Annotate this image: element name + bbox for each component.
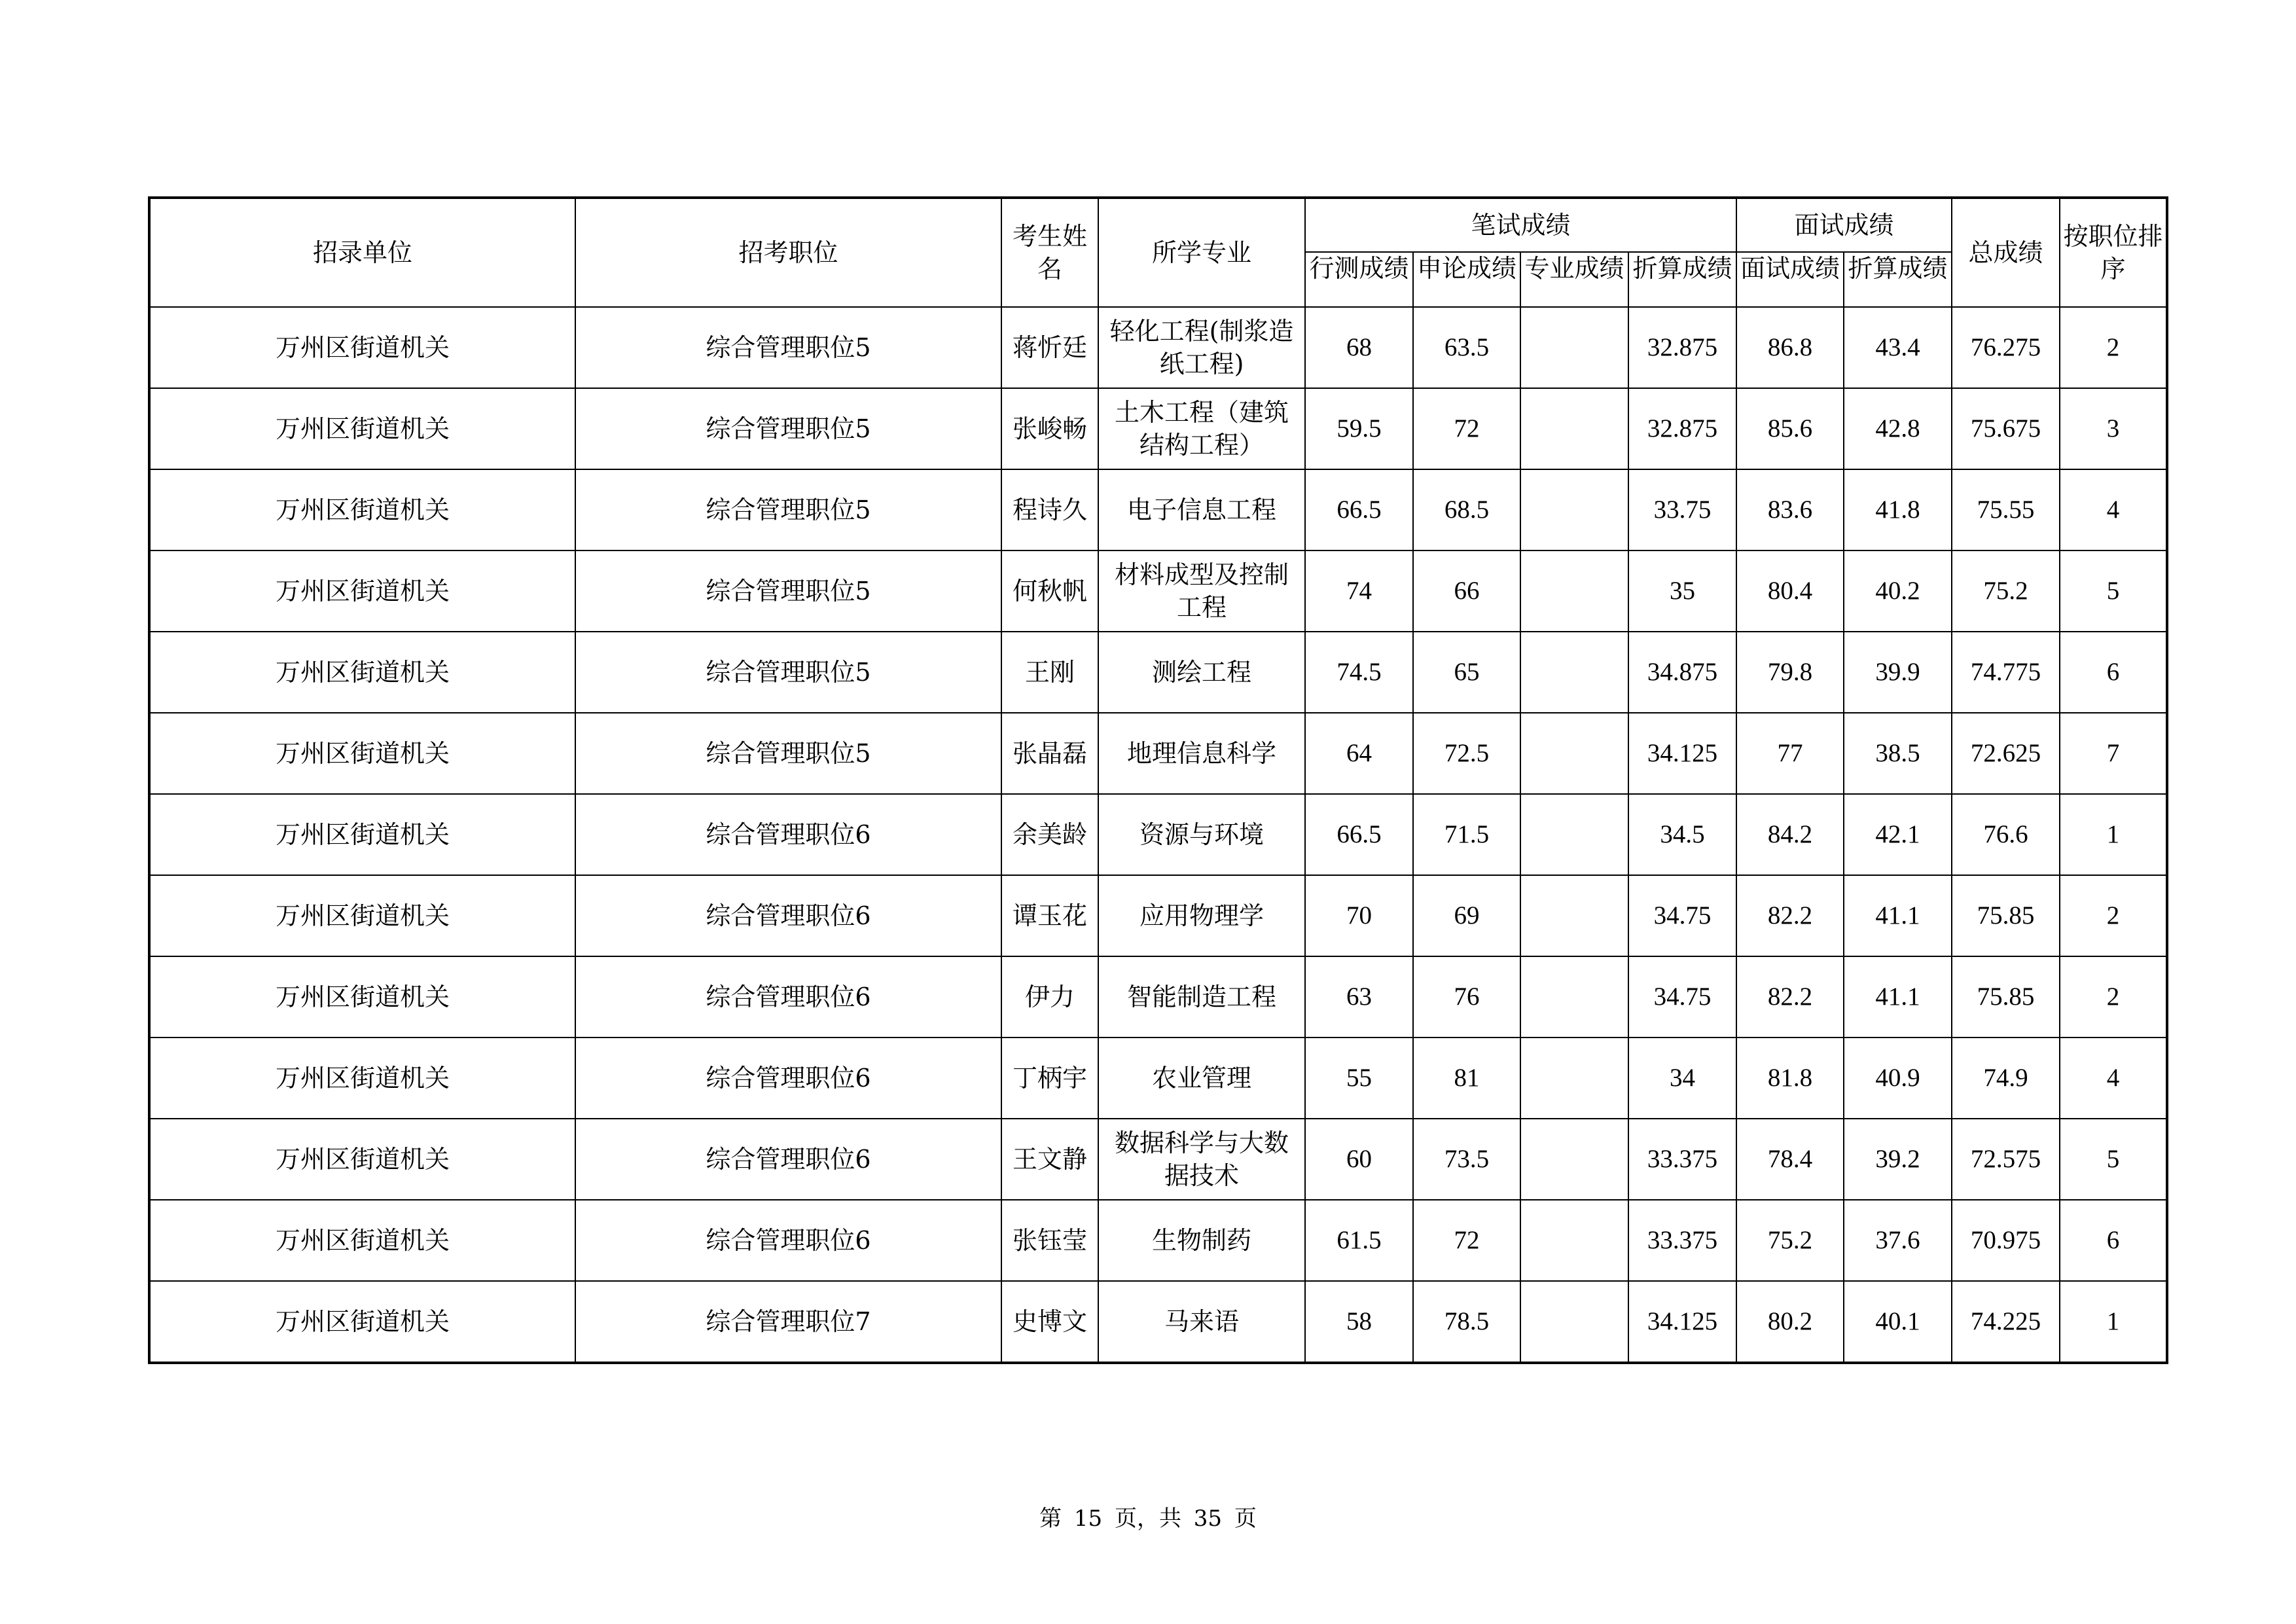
cell-rank: 1 <box>2060 794 2167 875</box>
cell-major: 马来语 <box>1098 1281 1305 1363</box>
cell-total: 74.9 <box>1952 1038 2060 1119</box>
cell-written-converted: 32.875 <box>1628 388 1736 469</box>
cell-aptitude: 58 <box>1305 1281 1413 1363</box>
cell-essay: 81 <box>1413 1038 1520 1119</box>
cell-professional <box>1520 1038 1628 1119</box>
cell-rank: 7 <box>2060 713 2167 794</box>
cell-professional <box>1520 307 1628 388</box>
cell-written-converted: 34.75 <box>1628 875 1736 956</box>
cell-unit: 万州区街道机关 <box>149 875 575 956</box>
cell-unit: 万州区街道机关 <box>149 956 575 1038</box>
cell-total: 76.275 <box>1952 307 2060 388</box>
cell-written-converted: 34.125 <box>1628 1281 1736 1363</box>
table-header <box>149 198 2167 307</box>
table-row <box>149 875 2167 956</box>
cell-essay: 71.5 <box>1413 794 1520 875</box>
header-major: 所学专业 <box>1098 198 1305 307</box>
cell-position: 综合管理职位6 <box>575 956 1001 1038</box>
cell-professional <box>1520 1200 1628 1281</box>
cell-position: 综合管理职位5 <box>575 307 1001 388</box>
cell-rank: 2 <box>2060 875 2167 956</box>
cell-unit: 万州区街道机关 <box>149 1038 575 1119</box>
cell-major: 电子信息工程 <box>1098 469 1305 550</box>
cell-name: 何秋帆 <box>1001 550 1098 632</box>
cell-unit: 万州区街道机关 <box>149 713 575 794</box>
cell-name: 程诗久 <box>1001 469 1098 550</box>
cell-total: 72.625 <box>1952 713 2060 794</box>
cell-interview-converted: 41.8 <box>1844 469 1952 550</box>
cell-aptitude: 74 <box>1305 550 1413 632</box>
cell-name: 张峻畅 <box>1001 388 1098 469</box>
cell-professional <box>1520 713 1628 794</box>
cell-position: 综合管理职位6 <box>575 875 1001 956</box>
cell-professional <box>1520 1119 1628 1200</box>
cell-aptitude: 64 <box>1305 713 1413 794</box>
cell-interview-converted: 43.4 <box>1844 307 1952 388</box>
header-rank: 按职位排序 <box>2060 198 2167 307</box>
cell-written-converted: 32.875 <box>1628 307 1736 388</box>
header-written-group: 笔试成绩 <box>1305 198 1736 252</box>
cell-aptitude: 63 <box>1305 956 1413 1038</box>
cell-aptitude: 60 <box>1305 1119 1413 1200</box>
cell-aptitude: 55 <box>1305 1038 1413 1119</box>
cell-total: 76.6 <box>1952 794 2060 875</box>
cell-interview: 78.4 <box>1736 1119 1844 1200</box>
header-interview: 面试成绩 <box>1736 252 1844 307</box>
table-row <box>149 1119 2167 1200</box>
header-name: 考生姓名 <box>1001 198 1098 307</box>
cell-name: 谭玉花 <box>1001 875 1098 956</box>
cell-essay: 73.5 <box>1413 1119 1520 1200</box>
table-row <box>149 1281 2167 1363</box>
header-essay: 申论成绩 <box>1413 252 1520 307</box>
cell-rank: 5 <box>2060 550 2167 632</box>
cell-rank: 4 <box>2060 1038 2167 1119</box>
cell-position: 综合管理职位6 <box>575 794 1001 875</box>
cell-written-converted: 34.125 <box>1628 713 1736 794</box>
cell-interview: 77 <box>1736 713 1844 794</box>
cell-aptitude: 66.5 <box>1305 469 1413 550</box>
cell-total: 74.775 <box>1952 632 2060 713</box>
cell-position: 综合管理职位6 <box>575 1119 1001 1200</box>
cell-interview: 75.2 <box>1736 1200 1844 1281</box>
cell-written-converted: 33.75 <box>1628 469 1736 550</box>
table-row <box>149 307 2167 388</box>
cell-interview-converted: 40.1 <box>1844 1281 1952 1363</box>
cell-position: 综合管理职位5 <box>575 550 1001 632</box>
cell-position: 综合管理职位6 <box>575 1200 1001 1281</box>
cell-total: 74.225 <box>1952 1281 2060 1363</box>
cell-interview: 82.2 <box>1736 956 1844 1038</box>
cell-aptitude: 61.5 <box>1305 1200 1413 1281</box>
table-row <box>149 794 2167 875</box>
cell-interview-converted: 42.1 <box>1844 794 1952 875</box>
table-row <box>149 1038 2167 1119</box>
cell-position: 综合管理职位7 <box>575 1281 1001 1363</box>
cell-essay: 68.5 <box>1413 469 1520 550</box>
cell-total: 75.675 <box>1952 388 2060 469</box>
cell-interview: 82.2 <box>1736 875 1844 956</box>
table-body <box>149 307 2167 1363</box>
cell-essay: 76 <box>1413 956 1520 1038</box>
cell-unit: 万州区街道机关 <box>149 632 575 713</box>
cell-unit: 万州区街道机关 <box>149 550 575 632</box>
cell-professional <box>1520 875 1628 956</box>
cell-name: 余美龄 <box>1001 794 1098 875</box>
page-footer: 第 15 页，共 35 页 <box>1039 1506 1257 1532</box>
cell-unit: 万州区街道机关 <box>149 388 575 469</box>
cell-unit: 万州区街道机关 <box>149 307 575 388</box>
cell-written-converted: 34 <box>1628 1038 1736 1119</box>
table-row <box>149 956 2167 1038</box>
header-unit: 招录单位 <box>149 198 575 307</box>
cell-interview: 83.6 <box>1736 469 1844 550</box>
cell-interview-converted: 41.1 <box>1844 956 1952 1038</box>
cell-essay: 63.5 <box>1413 307 1520 388</box>
cell-interview-converted: 40.9 <box>1844 1038 1952 1119</box>
cell-unit: 万州区街道机关 <box>149 469 575 550</box>
cell-total: 75.55 <box>1952 469 2060 550</box>
cell-position: 综合管理职位5 <box>575 632 1001 713</box>
cell-name: 张晶磊 <box>1001 713 1098 794</box>
cell-essay: 72.5 <box>1413 713 1520 794</box>
cell-position: 综合管理职位6 <box>575 1038 1001 1119</box>
cell-interview: 81.8 <box>1736 1038 1844 1119</box>
cell-rank: 5 <box>2060 1119 2167 1200</box>
cell-essay: 65 <box>1413 632 1520 713</box>
cell-interview: 79.8 <box>1736 632 1844 713</box>
cell-essay: 69 <box>1413 875 1520 956</box>
cell-rank: 2 <box>2060 307 2167 388</box>
cell-total: 72.575 <box>1952 1119 2060 1200</box>
cell-major: 资源与环境 <box>1098 794 1305 875</box>
cell-aptitude: 66.5 <box>1305 794 1413 875</box>
cell-interview-converted: 37.6 <box>1844 1200 1952 1281</box>
cell-written-converted: 34.875 <box>1628 632 1736 713</box>
cell-professional <box>1520 550 1628 632</box>
cell-interview: 80.4 <box>1736 550 1844 632</box>
cell-rank: 6 <box>2060 632 2167 713</box>
cell-major: 生物制药 <box>1098 1200 1305 1281</box>
cell-major: 轻化工程(制浆造纸工程) <box>1098 307 1305 388</box>
cell-professional <box>1520 956 1628 1038</box>
header-written-converted: 折算成绩 <box>1628 252 1736 307</box>
table-row <box>149 550 2167 632</box>
cell-professional <box>1520 632 1628 713</box>
cell-name: 丁柄宇 <box>1001 1038 1098 1119</box>
cell-aptitude: 68 <box>1305 307 1413 388</box>
cell-major: 土木工程（建筑结构工程） <box>1098 388 1305 469</box>
cell-interview-converted: 41.1 <box>1844 875 1952 956</box>
cell-aptitude: 74.5 <box>1305 632 1413 713</box>
cell-interview: 85.6 <box>1736 388 1844 469</box>
cell-name: 王文静 <box>1001 1119 1098 1200</box>
cell-total: 75.85 <box>1952 875 2060 956</box>
cell-aptitude: 70 <box>1305 875 1413 956</box>
cell-interview: 80.2 <box>1736 1281 1844 1363</box>
cell-position: 综合管理职位5 <box>575 388 1001 469</box>
cell-professional <box>1520 794 1628 875</box>
header-interview-converted: 折算成绩 <box>1844 252 1952 307</box>
cell-written-converted: 34.5 <box>1628 794 1736 875</box>
cell-unit: 万州区街道机关 <box>149 1119 575 1200</box>
cell-major: 测绘工程 <box>1098 632 1305 713</box>
table-row <box>149 469 2167 550</box>
cell-name: 伊力 <box>1001 956 1098 1038</box>
header-professional: 专业成绩 <box>1520 252 1628 307</box>
header-interview-group: 面试成绩 <box>1736 198 1952 252</box>
cell-essay: 72 <box>1413 388 1520 469</box>
cell-total: 70.975 <box>1952 1200 2060 1281</box>
table-row <box>149 1200 2167 1281</box>
cell-interview-converted: 42.8 <box>1844 388 1952 469</box>
cell-essay: 72 <box>1413 1200 1520 1281</box>
table-row <box>149 632 2167 713</box>
cell-rank: 4 <box>2060 469 2167 550</box>
cell-major: 应用物理学 <box>1098 875 1305 956</box>
cell-position: 综合管理职位5 <box>575 713 1001 794</box>
cell-written-converted: 35 <box>1628 550 1736 632</box>
cell-interview: 86.8 <box>1736 307 1844 388</box>
cell-professional <box>1520 1281 1628 1363</box>
table-row <box>149 388 2167 469</box>
cell-aptitude: 59.5 <box>1305 388 1413 469</box>
cell-major: 智能制造工程 <box>1098 956 1305 1038</box>
cell-interview-converted: 40.2 <box>1844 550 1952 632</box>
cell-unit: 万州区街道机关 <box>149 794 575 875</box>
cell-essay: 78.5 <box>1413 1281 1520 1363</box>
cell-name: 王刚 <box>1001 632 1098 713</box>
header-position: 招考职位 <box>575 198 1001 307</box>
cell-total: 75.85 <box>1952 956 2060 1038</box>
cell-written-converted: 34.75 <box>1628 956 1736 1038</box>
cell-major: 数据科学与大数据技术 <box>1098 1119 1305 1200</box>
cell-rank: 2 <box>2060 956 2167 1038</box>
cell-unit: 万州区街道机关 <box>149 1200 575 1281</box>
cell-name: 史博文 <box>1001 1281 1098 1363</box>
cell-major: 地理信息科学 <box>1098 713 1305 794</box>
cell-professional <box>1520 388 1628 469</box>
header-total: 总成绩 <box>1952 198 2060 307</box>
cell-written-converted: 33.375 <box>1628 1200 1736 1281</box>
cell-rank: 6 <box>2060 1200 2167 1281</box>
cell-rank: 1 <box>2060 1281 2167 1363</box>
cell-major: 材料成型及控制工程 <box>1098 550 1305 632</box>
cell-professional <box>1520 469 1628 550</box>
table-row <box>149 713 2167 794</box>
cell-interview-converted: 38.5 <box>1844 713 1952 794</box>
cell-unit: 万州区街道机关 <box>149 1281 575 1363</box>
cell-total: 75.2 <box>1952 550 2060 632</box>
cell-name: 蒋忻廷 <box>1001 307 1098 388</box>
cell-major: 农业管理 <box>1098 1038 1305 1119</box>
cell-position: 综合管理职位5 <box>575 469 1001 550</box>
cell-interview-converted: 39.9 <box>1844 632 1952 713</box>
cell-interview-converted: 39.2 <box>1844 1119 1952 1200</box>
header-aptitude: 行测成绩 <box>1305 252 1413 307</box>
cell-rank: 3 <box>2060 388 2167 469</box>
cell-written-converted: 33.375 <box>1628 1119 1736 1200</box>
score-table <box>148 196 2168 1364</box>
cell-essay: 66 <box>1413 550 1520 632</box>
cell-interview: 84.2 <box>1736 794 1844 875</box>
cell-name: 张钰莹 <box>1001 1200 1098 1281</box>
